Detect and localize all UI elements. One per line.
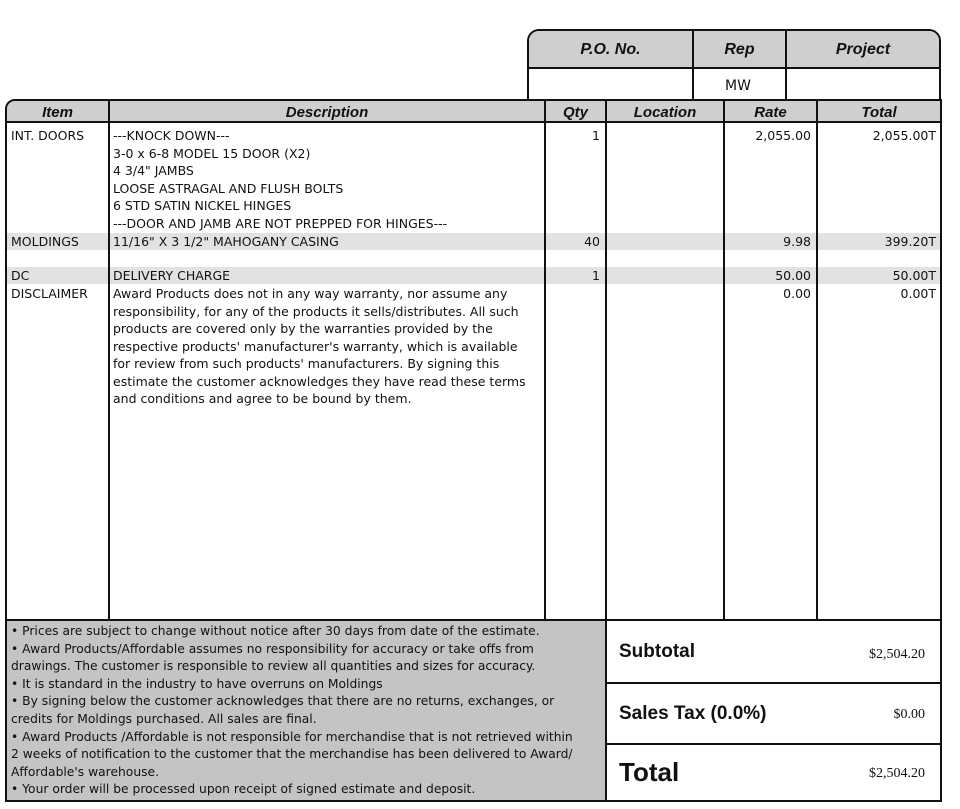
po-label: P.O. No. xyxy=(580,41,641,58)
subtotal-label: Subtotal xyxy=(619,641,695,662)
terms-note-line: • Your order will be processed upon receipt of signed estimate and deposit. xyxy=(11,782,476,797)
row-1-qty: 1 xyxy=(592,128,600,143)
col-header-item: Item xyxy=(42,103,73,121)
summary-box xyxy=(605,621,942,802)
row-3-rate: 50.00 xyxy=(775,268,811,283)
po-divider xyxy=(692,31,694,101)
row-4-desc-line: estimate the customer acknowledges they have read these terms xyxy=(113,373,526,389)
row-3-desc-line: DELIVERY CHARGE xyxy=(113,268,231,283)
total-value: $2,504.20 xyxy=(869,766,925,781)
col-header-qty: Qty xyxy=(562,103,588,121)
top-header-box xyxy=(527,29,941,101)
row-1-item: INT. DOORS xyxy=(11,128,85,143)
terms-notes-box xyxy=(5,621,607,802)
row-2-total: 399.20T xyxy=(884,234,936,249)
terms-note-line: credits for Moldings purchased. All sales are final. xyxy=(11,711,317,726)
terms-note-line: • It is standard in the industry to have overruns on Moldings xyxy=(11,676,383,691)
sales-tax-value: $0.00 xyxy=(893,707,925,722)
col-header-rate: Rate xyxy=(754,103,787,121)
terms-note-line: Affordable's warehouse. xyxy=(11,764,160,779)
terms-note-line: • Prices are subject to change without notice after 30 days from date of the estimate. xyxy=(11,624,540,638)
col-sep-qty xyxy=(605,101,607,621)
row-4-desc-line: respective products' manufacturer's warranty, which is available xyxy=(113,338,518,354)
row-3-item: DC xyxy=(11,268,30,283)
row-1-desc-line: ---KNOCK DOWN--- xyxy=(113,128,230,143)
rep-value: MW xyxy=(725,78,751,94)
row-1-rate: 2,055.00 xyxy=(755,128,811,143)
terms-note-line: • Award Products/Affordable assumes no responsibility for accuracy or take offs from xyxy=(11,641,534,656)
rep-label: Rep xyxy=(724,41,755,58)
row-2-desc-line: 11/16" X 3 1/2" MAHOGANY CASING xyxy=(113,234,339,249)
sales-tax-label: Sales Tax (0.0%) xyxy=(619,703,767,724)
col-sep-item xyxy=(108,101,110,621)
terms-note-line: • Award Products /Affordable is not responsible for merchandise that is not retrieved within xyxy=(11,729,573,744)
row-1-desc-line: 4 3/4" JAMBS xyxy=(113,163,194,178)
row-1-total: 2,055.00T xyxy=(872,128,936,143)
rep-divider xyxy=(785,31,787,101)
row-4-description xyxy=(113,285,526,408)
row-1-description xyxy=(113,127,447,232)
row-4-desc-line: products are covered only by the warranties provided by the xyxy=(113,321,493,336)
row-4-rate: 0.00 xyxy=(783,286,811,301)
summary-divider xyxy=(607,682,940,684)
row-3-description xyxy=(113,267,230,285)
terms-notes-text xyxy=(11,623,605,799)
terms-note-line: drawings. The customer is responsible to review all quantities and sizes for accuracy. xyxy=(11,659,536,674)
row-4-item: DISCLAIMER xyxy=(11,286,88,301)
row-4-desc-line: Award Products does not in any way warranty, nor assume any xyxy=(113,286,508,301)
row-1-desc-line: 3-0 x 6-8 MODEL 15 DOOR (X2) xyxy=(113,145,311,161)
col-header-total: Total xyxy=(861,103,897,121)
row-4-desc-line: for review from such products' manufacturers. By signing this xyxy=(113,356,500,371)
col-sep-location xyxy=(723,101,725,621)
row-1-desc-line: LOOSE ASTRAGAL AND FLUSH BOLTS xyxy=(113,180,344,196)
subtotal-value: $2,504.20 xyxy=(869,647,925,662)
row-1-desc-line: 6 STD SATIN NICKEL HINGES xyxy=(113,198,292,213)
row-4-total: 0.00T xyxy=(900,286,936,301)
row-2-rate: 9.98 xyxy=(783,234,811,249)
total-label: Total xyxy=(619,757,680,787)
row-3-qty: 1 xyxy=(592,268,600,283)
col-header-description: Description xyxy=(285,103,369,121)
row-4-desc-line: and conditions and agree to be bound by them. xyxy=(113,391,412,406)
project-label: Project xyxy=(835,41,891,58)
row-3-total: 50.00T xyxy=(892,268,936,283)
terms-note-line: • By signing below the customer acknowledges that there are no returns, exchanges, or xyxy=(11,694,555,709)
row-2-item: MOLDINGS xyxy=(11,234,79,249)
terms-note-line: 2 weeks of notification to the customer that the merchandise has been delivered to Award/ xyxy=(11,747,573,762)
col-header-location: Location xyxy=(633,103,697,121)
row-2-description xyxy=(113,233,339,251)
summary-divider xyxy=(607,743,940,745)
col-sep-rate xyxy=(816,101,818,621)
row-4-desc-line: responsibility, for any of the products it sells/distributes. All such xyxy=(113,303,519,319)
items-table xyxy=(5,99,942,621)
row-2-qty: 40 xyxy=(584,234,600,249)
col-sep-description xyxy=(544,101,546,621)
row-1-desc-line: ---DOOR AND JAMB ARE NOT PREPPED FOR HINGES--- xyxy=(113,215,448,231)
